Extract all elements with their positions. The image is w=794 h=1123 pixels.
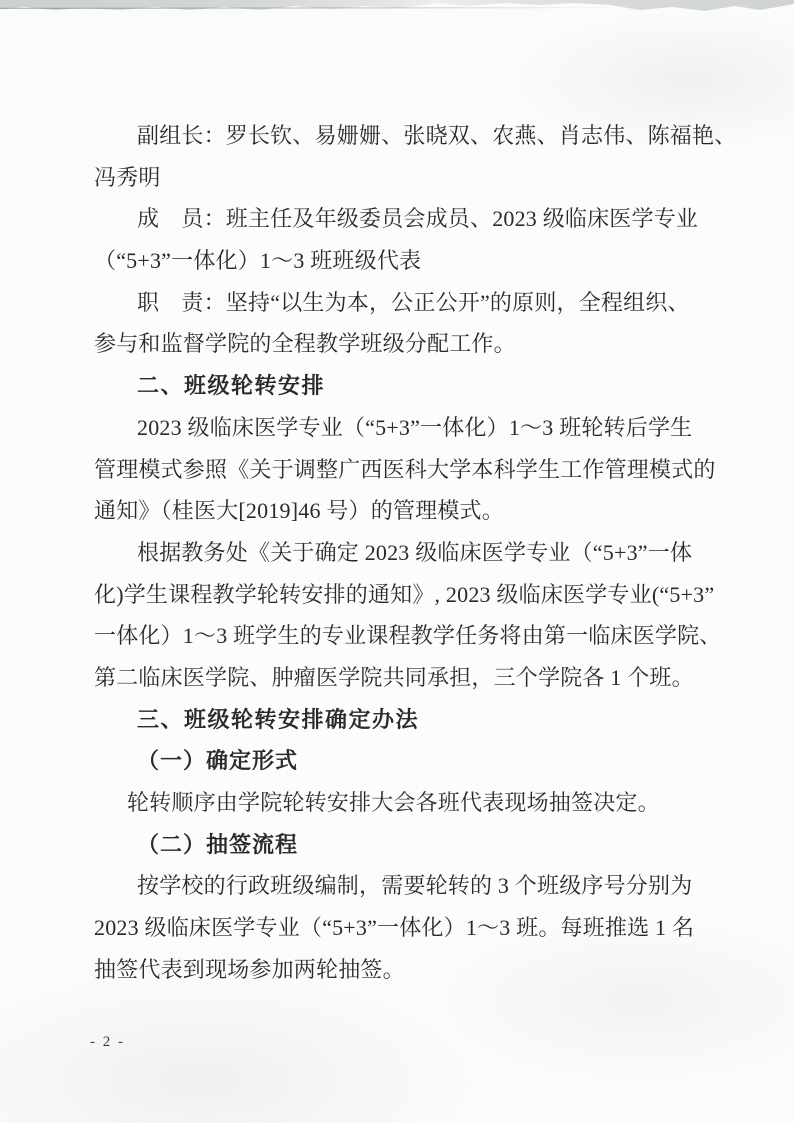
document-line: 职 责：坚持“以生为本，公正公开”的原则，全程组织、 <box>137 289 690 315</box>
document-line: 2023 级临床医学专业（“5+3”一体化）1～3 班。每班推选 1 名 <box>94 915 695 941</box>
document-line: 三、班级轮转安排确定办法 <box>137 706 420 732</box>
document-line: 轮转顺序由学院轮转安排大会各班代表现场抽签决定。 <box>127 790 660 815</box>
document-line: 第二临床医学院、肿瘤医学院共同承担，三个学院各 1 个班。 <box>94 664 694 690</box>
document-line: 冯秀明 <box>94 164 161 190</box>
document-line: 参与和监督学院的全程教学班级分配工作。 <box>94 331 516 357</box>
document-line: （一）确定形式 <box>137 748 299 774</box>
document-line: 二、班级轮转安排 <box>137 373 326 399</box>
document-line: （“5+3”一体化）1～3 班班级代表 <box>94 248 422 274</box>
document-line: 成 员：班主任及年级委员会成员、2023 级临床医学专业 <box>137 206 699 232</box>
document-line: （二）抽签流程 <box>137 831 299 857</box>
document-line: 根据教务处《关于确定 2023 级临床医学专业（“5+3”一体 <box>137 539 693 565</box>
document-line: 2023 级临床医学专业（“5+3”一体化）1～3 班轮转后学生 <box>137 414 693 440</box>
document-line: 化)学生课程教学轮转安排的通知》, 2023 级临床医学专业(“5+3” <box>94 581 715 607</box>
document-line: 按学校的行政班级编制，需要轮转的 3 个班级序号分别为 <box>137 873 693 899</box>
document-line: 抽签代表到现场参加两轮抽签。 <box>94 956 405 982</box>
document-line: 管理模式参照《关于调整广西医科大学本科学生工作管理模式的 <box>94 456 716 482</box>
document-line: 一体化）1～3 班学生的专业课程教学任务将由第一临床医学院、 <box>94 623 722 649</box>
document-content <box>94 115 737 990</box>
scan-torn-edge-artifact <box>0 0 794 14</box>
document-line: 副组长：罗长钦、易姗姗、张晓双、农燕、肖志伟、陈福艳、 <box>137 123 737 148</box>
page-number: - 2 - <box>90 1034 125 1050</box>
document-line: 通知》（桂医大[2019]46 号）的管理模式。 <box>94 498 504 524</box>
